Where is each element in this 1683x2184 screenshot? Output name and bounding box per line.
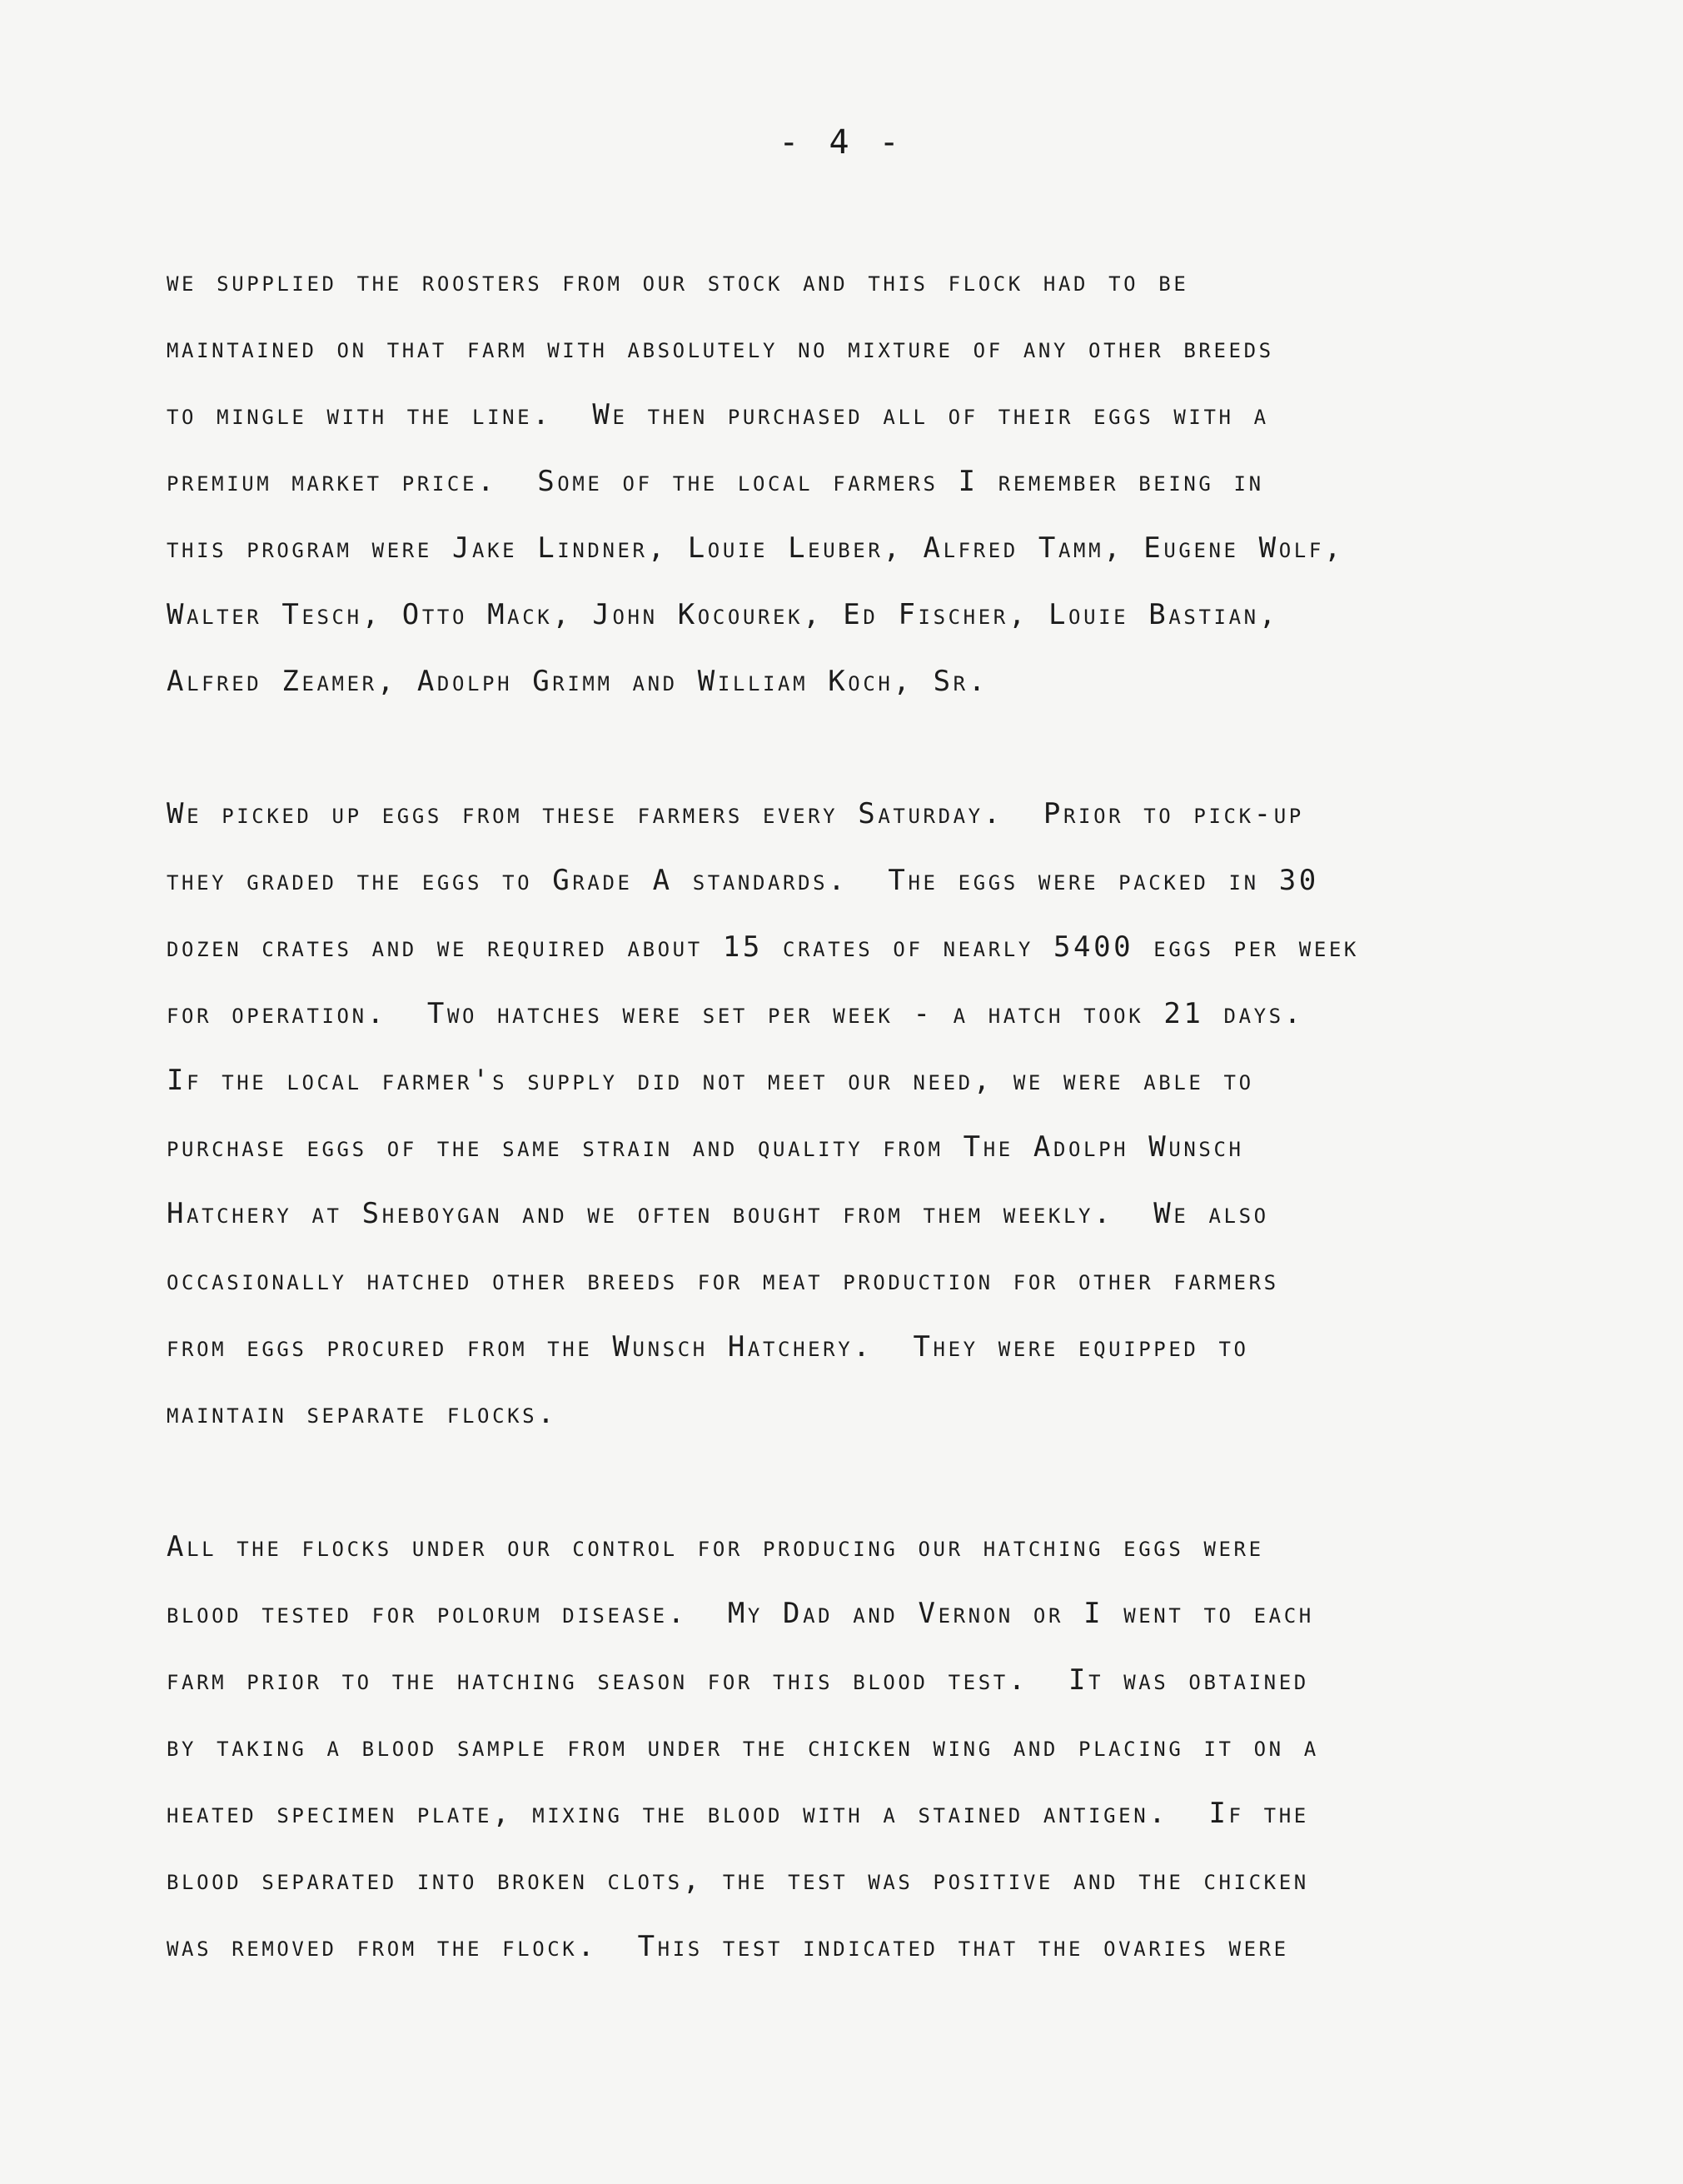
paragraph-roosters bbox=[167, 248, 1632, 715]
text-line: Hatchery at Sheboygan and we often bought from them weekly. We also bbox=[167, 1197, 1269, 1230]
text-line: this program were Jake Lindner, Louie Leuber, Alfred Tamm, Eugene Wolf, bbox=[167, 531, 1344, 565]
text-line: maintained on that farm with absolutely no mixture of any other breeds bbox=[167, 332, 1274, 365]
text-line: heated specimen plate, mixing the blood with a stained antigen. If the bbox=[167, 1797, 1309, 1830]
text-line: from eggs procured from the Wunsch Hatchery. They were equipped to bbox=[167, 1330, 1249, 1364]
text-line: If the local farmer's supply did not meet our need, we were able to bbox=[167, 1064, 1254, 1097]
text-line: Alfred Zeamer, Adolph Grimm and William Koch, Sr. bbox=[167, 665, 988, 698]
text-line: farm prior to the hatching season for this blood test. It was obtained bbox=[167, 1663, 1309, 1697]
text-line: for operation. Two hatches were set per week - a hatch took 21 days. bbox=[167, 997, 1304, 1030]
page-number: - 4 - bbox=[779, 123, 904, 162]
text-line: was removed from the flock. This test indicated that the ovaries were bbox=[167, 1930, 1289, 1963]
text-line: purchase eggs of the same strain and quality from The Adolph Wunsch bbox=[167, 1130, 1244, 1164]
paragraph-blood-testing bbox=[167, 1513, 1632, 1980]
text-line: by taking a blood sample from under the chicken wing and placing it on a bbox=[167, 1730, 1319, 1763]
text-line: Walter Tesch, Otto Mack, John Kocourek, Ed Fischer, Louie Bastian, bbox=[167, 598, 1279, 631]
text-line: blood tested for polorum disease. My Dad and Vernon or I went to each bbox=[167, 1597, 1314, 1630]
text-line: occasionally hatched other breeds for meat production for other farmers bbox=[167, 1264, 1279, 1297]
text-line: dozen crates and we required about 15 crates of nearly 5400 eggs per week bbox=[167, 930, 1359, 964]
text-line: premium market price. Some of the local farmers I remember being in bbox=[167, 465, 1264, 498]
paragraph-egg-pickup bbox=[167, 780, 1632, 1447]
text-line: We picked up eggs from these farmers every Saturday. Prior to pick-up bbox=[167, 797, 1304, 830]
text-line: blood separated into broken clots, the test was positive and the chicken bbox=[167, 1863, 1309, 1897]
text-line: to mingle with the line. We then purchased all of their eggs with a bbox=[167, 398, 1269, 431]
text-line: All the flocks under our control for producing our hatching eggs were bbox=[167, 1530, 1264, 1563]
text-line: we supplied the roosters from our stock and this flock had to be bbox=[167, 265, 1189, 298]
text-line: they graded the eggs to Grade A standards. The eggs were packed in 30 bbox=[167, 864, 1319, 897]
text-line: maintain separate flocks. bbox=[167, 1397, 558, 1430]
